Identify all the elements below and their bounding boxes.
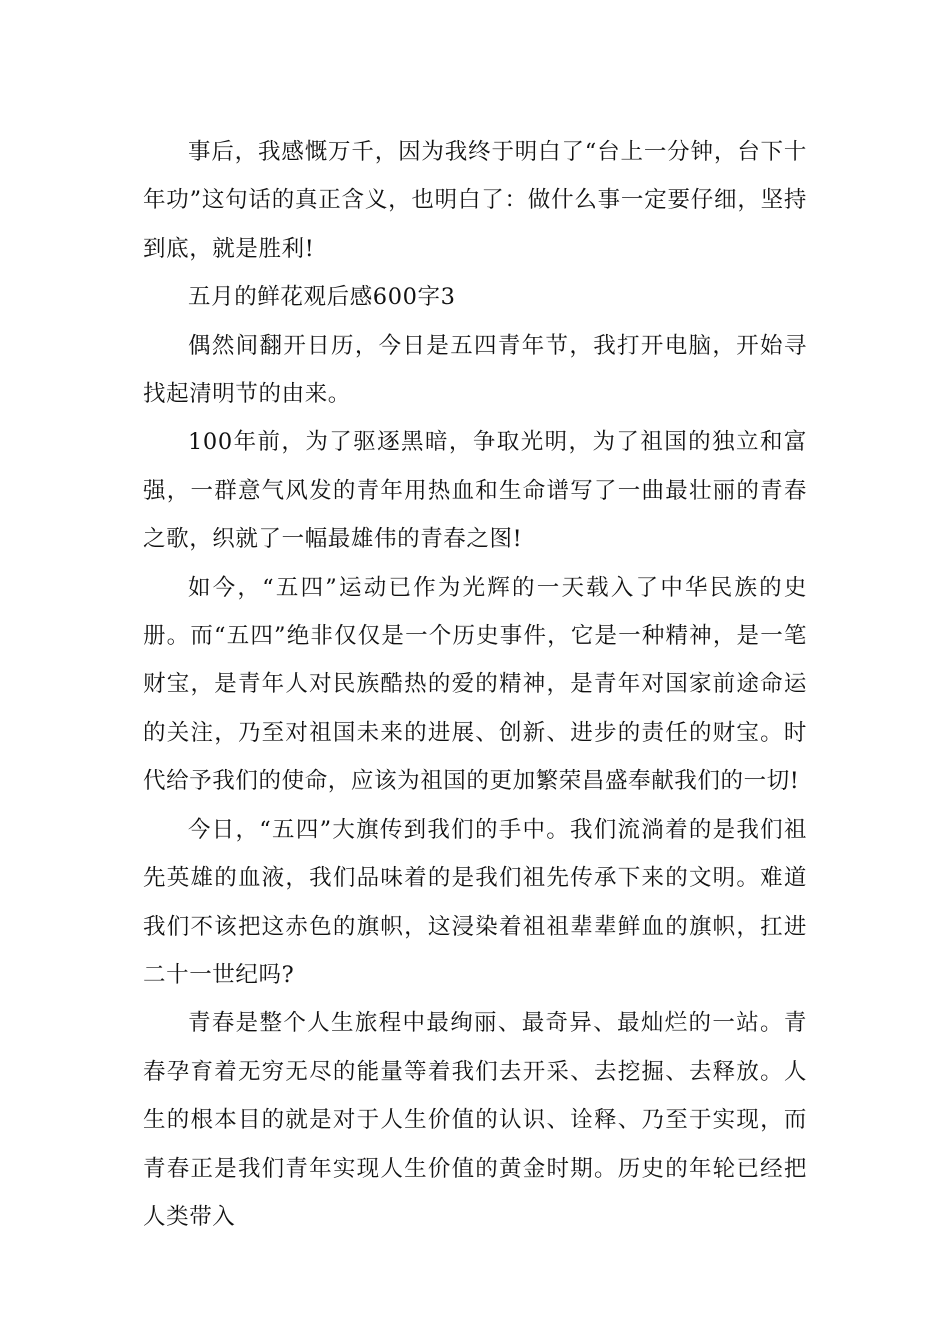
paragraph-may-fourth-spirit: 如今，“五四”运动已作为光辉的一天载入了中华民族的史册。而“五四”绝非仅仅是一个历史事件，它是一种精神，是一笔财宝，是青年人对民族酷热的爱的精神，是青年对国家前途命运的关注，乃至对祖国未来的进展、创新、进步的责任的财宝。时代给予我们的使命，应该为祖国的更加繁荣昌盛奉献我们的一切! (143, 574, 807, 795)
paragraph-youth: 青春是整个人生旅程中最绚丽、最奇异、最灿烂的一站。青春孕育着无穷无尽的能量等着我们去开采、去挖掘、去释放。人生的根本目的就是对于人生价值的认识、诠释、乃至于实现，而青春正是我们青年实现人生价值的黄金时期。历史的年轮已经把人类带入 (143, 1010, 807, 1230)
document-body (143, 128, 807, 1241)
section-heading: 五月的鲜花观后感600字3 (188, 284, 456, 311)
paragraph-calendar: 偶然间翻开日历，今日是五四青年节，我打开电脑，开始寻找起清明节的由来。 (143, 332, 807, 408)
paragraph-flag: 今日，“五四”大旗传到我们的手中。我们流淌着的是我们祖先英雄的血液，我们品味着的是我们祖先传承下来的文明。难道我们不该把这赤色的旗帜，这浸染着祖祖辈辈鲜血的旗帜，扛进二十一世纪吗? (143, 816, 807, 988)
paragraph-conclusion: 事后，我感慨万千，因为我终于明白了“台上一分钟，台下十年功”这句话的真正含义，也明白了：做什么事一定要仔细，坚持到底，就是胜利! (143, 139, 807, 262)
paragraph-history: 100年前，为了驱逐黑暗，争取光明，为了祖国的独立和富强，一群意气风发的青年用热血和生命谱写了一曲最壮丽的青春之歌，织就了一幅最雄伟的青春之图! (143, 429, 807, 553)
